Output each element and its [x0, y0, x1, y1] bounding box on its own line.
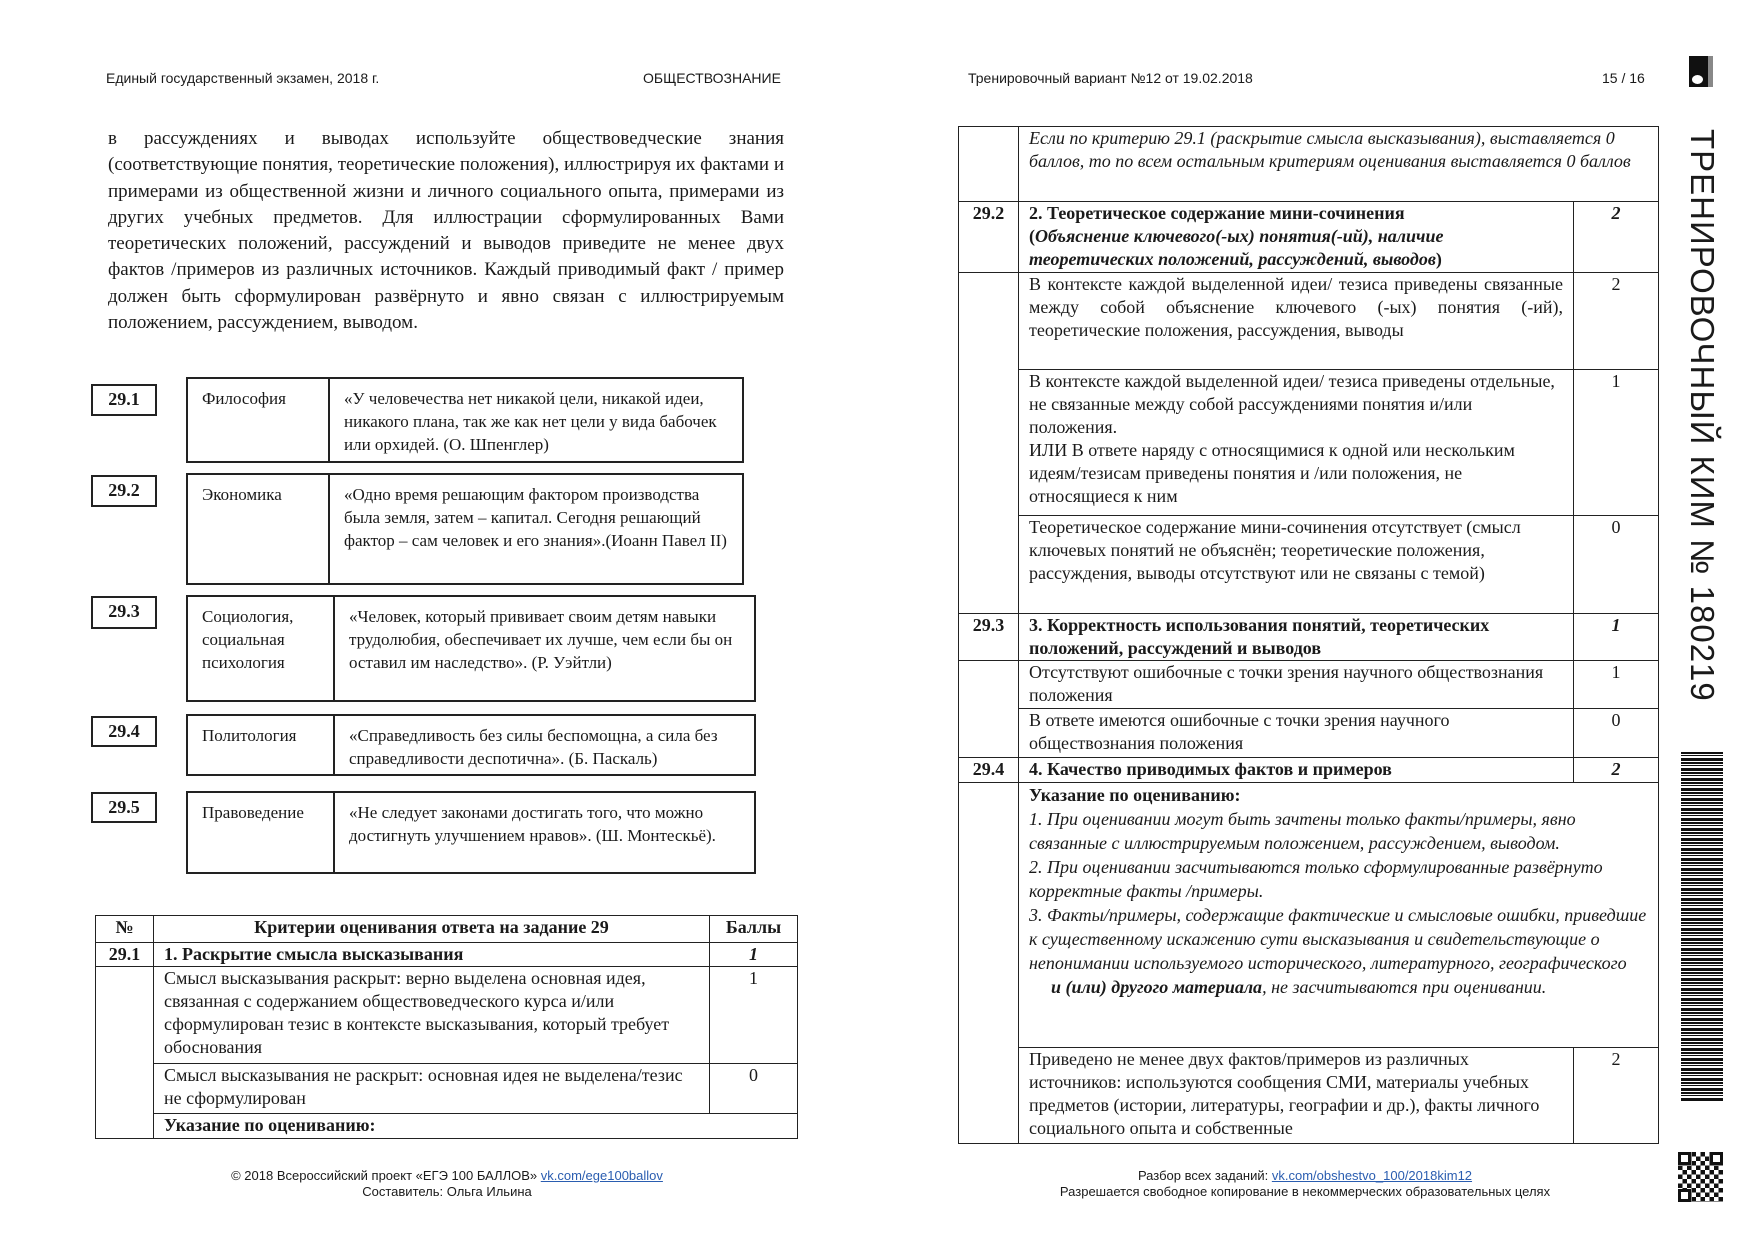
- quote-number: 29.5: [91, 792, 157, 823]
- table-row: [959, 273, 1659, 370]
- grading-note-heading: Указание по оцениванию:: [1029, 785, 1241, 805]
- header-subject: ОБЩЕСТВОЗНАНИЕ: [643, 70, 781, 86]
- criterion-description: В контексте каждой выделенной идеи/ тезиса приведены отдельные, не связанные между собой рассуждениями понятия и/или положения.: [1029, 371, 1555, 437]
- quote-text: «Человек, который прививает своим детям навыки трудолюбия, обеспечивает их лучше, чем если бы он оставил им наследство». (Р. Уэйтли): [349, 607, 733, 672]
- footer-analysis-label: Разбор всех заданий:: [1137, 1168, 1272, 1183]
- grading-note-item: 1. При оценивании могут быть зачтены только факты/примеры, явно связанные с иллюстрируемым положением, рассуждением, выводом.: [1029, 809, 1576, 853]
- table-header-row: [96, 916, 798, 943]
- criterion-description-alt: ИЛИ В ответе наряду с относящимися к одной или нескольким идеям/тезисам приведены понятия и /или положения, не относящиеся к ним: [1029, 440, 1515, 506]
- table-row: [959, 661, 1659, 709]
- quote-box: [186, 377, 744, 463]
- footer-license: Разрешается свободное копирование в некоммерческих образовательных целях: [1059, 1184, 1551, 1199]
- criterion-number: 29.3: [959, 614, 1019, 661]
- table-row: [96, 943, 798, 967]
- table-row: [959, 1048, 1659, 1144]
- column-header-score: Баллы: [710, 916, 798, 943]
- grading-note-item: 2. При оценивании засчитываются только сформулированные развёрнуто корректные факты /примеры.: [1029, 857, 1603, 901]
- table-row: [959, 709, 1659, 758]
- footer-author: Составитель: Ольга Ильина: [362, 1184, 532, 1199]
- criterion-description: В контексте каждой выделенной идеи/ тезиса приведены связанные между собой объяснение ключевого (-ых) понятия (-ий), теоретические положения, рассуждения, выводы: [1019, 273, 1574, 370]
- quote-text: «Одно время решающим фактором производства была земля, затем – капитал. Сегодня решающий фактор – сам человек и его знания».(Иоанн Павел II): [344, 485, 727, 550]
- criterion-description: Смысл высказывания не раскрыт: основная идея не выделена/тезис не сформулирован: [154, 1064, 710, 1114]
- quote-text: «Справедливость без силы беспомощна, а сила без справедливости деспотична». (Б. Паскаль): [349, 726, 718, 768]
- criterion-title: 4. Качество приводимых фактов и примеров: [1019, 758, 1574, 783]
- criteria-table-right: [958, 126, 1659, 1144]
- grading-note-emphasis: и (или) другого материала: [1051, 977, 1263, 997]
- criterion-description: Смысл высказывания раскрыт: верно выделена основная идея, связанная с содержанием обществоведческого курса и/или сформулирован тезис в контексте высказывания, который требует обоснования: [154, 967, 710, 1064]
- paren: (: [1029, 226, 1035, 246]
- criterion-number: 29.4: [959, 758, 1019, 783]
- criterion-max-score: 1: [1574, 614, 1659, 661]
- quote-subject: Философия: [188, 379, 330, 461]
- criterion-score: 0: [1574, 709, 1659, 758]
- table-row: [959, 370, 1659, 516]
- empty-cell: [959, 661, 1019, 758]
- criterion-description: Теоретическое содержание мини-сочинения отсутствует (смысл ключевых понятий не объяснён; теоретические положения, рассуждения, выводы отсутствуют или не связаны с темой): [1019, 516, 1574, 614]
- footer-link-vk[interactable]: vk.com/ege100ballov: [540, 1168, 663, 1183]
- qr-code-icon: [1678, 1152, 1723, 1202]
- grading-note-item: 3. Факты/примеры, содержащие фактические и смысловые ошибки, приведшие к существенному искажению сути высказывания и свидетельствующие о непонимании используемого исторического, литературного, географического: [1029, 905, 1647, 973]
- criterion-title: 3. Корректность использования понятий, теоретических положений, рассуждений и выводов: [1019, 614, 1574, 661]
- empty-cell: [96, 967, 154, 1139]
- criterion-description: В ответе имеются ошибочные с точки зрения научного обществознания положения: [1019, 709, 1574, 758]
- table-row: [959, 758, 1659, 783]
- table-row: [959, 614, 1659, 661]
- table-row: [96, 1064, 798, 1114]
- criterion-score: 2: [1574, 273, 1659, 370]
- criterion-title: 2. Теоретическое содержание мини-сочинения: [1029, 203, 1405, 223]
- criterion-score: 1: [710, 967, 798, 1064]
- empty-cell: [959, 273, 1019, 614]
- page-number: 15 / 16: [1602, 70, 1645, 86]
- criterion-score: 2: [1574, 1048, 1659, 1144]
- intro-paragraph: в рассуждениях и выводах используйте обществоведческие знания (соответствующие понятия, теоретические положения), иллюстрируя их фактами и примерами из общественной жизни и личного социального опыта, примерами из других учебных предметов. Для иллюстрации сформулированных Вами теоретических положений, рассуждений и выводов приведите не менее двух фактов /примеров из различных источников. Каждый приводимый факт / пример должен быть сформулирован развёрнуто и явно связан с иллюстрируемым положением, рассуждением, выводом.: [108, 128, 784, 334]
- side-title: ТРЕНИРОВОЧНЫЙ КИМ № 180219: [1684, 129, 1721, 702]
- quote-box: [186, 791, 756, 874]
- footer-right: [1060, 1168, 1550, 1200]
- header-variant: Тренировочный вариант №12 от 19.02.2018: [968, 70, 1253, 86]
- barcode-icon: [1681, 752, 1723, 1102]
- table-row: [96, 1114, 798, 1139]
- grading-note-heading: Указание по оцениванию:: [154, 1114, 798, 1139]
- zero-score-note: Если по критерию 29.1 (раскрытие смысла высказывания), выставляется 0 баллов, то по всем остальным критериям оценивания выставляется 0 баллов: [1019, 127, 1659, 202]
- criterion-score: 1: [1574, 370, 1659, 516]
- criterion-max-score: 2: [1574, 758, 1659, 783]
- quote-number: 29.4: [91, 716, 157, 747]
- quote-box: [186, 473, 744, 585]
- empty-cell: [959, 127, 1019, 202]
- criterion-score: 0: [1574, 516, 1659, 614]
- header-exam-title: Единый государственный экзамен, 2018 г.: [106, 70, 380, 86]
- table-row: [959, 516, 1659, 614]
- criterion-description: Приведено не менее двух фактов/примеров из различных источников: используются сообщения СМИ, материалы учебных предметов (истории, литературы, географии и др.), факты личного социального опыта и собственные: [1029, 1049, 1540, 1138]
- quote-text: «У человечества нет никакой цели, никакой идеи, никакого плана, так же как нет цели у вида бабочек или орхидей. (О. Шпенглер): [344, 389, 717, 454]
- criterion-description: Отсутствуют ошибочные с точки зрения научного обществознания положения: [1019, 661, 1574, 709]
- quote-subject: Политология: [188, 716, 335, 774]
- column-header-number: №: [96, 916, 154, 943]
- criterion-score: 1: [1574, 661, 1659, 709]
- paren: ): [1435, 249, 1442, 269]
- table-row: [959, 127, 1659, 202]
- table-row: [96, 967, 798, 1064]
- footer-left: [231, 1168, 663, 1200]
- empty-cell: [959, 783, 1019, 1144]
- footer-link-analysis[interactable]: vk.com/obshestvo_100/2018kim12: [1271, 1168, 1473, 1183]
- criterion-max-score: 2: [1574, 202, 1659, 273]
- criterion-number: 29.2: [959, 202, 1019, 273]
- table-row: [959, 202, 1659, 273]
- column-header-criteria: Критерии оценивания ответа на задание 29: [154, 916, 710, 943]
- quote-box: [186, 595, 756, 702]
- table-row: [959, 783, 1659, 1048]
- quote-number: 29.3: [91, 596, 157, 629]
- quote-text: «Не следует законами достигать того, что можно достигнуть улучшением нравов». (Ш. Монтескьё).: [349, 803, 716, 845]
- criterion-max-score: 1: [710, 943, 798, 967]
- logo-icon: [1689, 56, 1713, 87]
- quote-box: [186, 714, 756, 776]
- criterion-score: 0: [710, 1064, 798, 1114]
- criteria-table-left: [95, 915, 798, 1139]
- criterion-title: 1. Раскрытие смысла высказывания: [154, 943, 710, 967]
- criterion-subtitle: Объяснение ключевого(-ых) понятия(-ий), наличие теоретических положений, рассуждений, выводов: [1029, 226, 1444, 269]
- criterion-number: 29.1: [96, 943, 154, 967]
- quote-subject: Правоведение: [188, 793, 335, 872]
- quote-number: 29.2: [91, 475, 157, 507]
- footer-copyright: © 2018 Всероссийский проект «ЕГЭ 100 БАЛЛОВ»: [231, 1168, 541, 1183]
- grading-note-item-end: , не засчитываются при оценивании.: [1262, 977, 1547, 997]
- quote-subject: Экономика: [188, 475, 330, 583]
- quote-subject: Социология, социальная психология: [188, 597, 335, 700]
- quote-number: 29.1: [91, 384, 157, 416]
